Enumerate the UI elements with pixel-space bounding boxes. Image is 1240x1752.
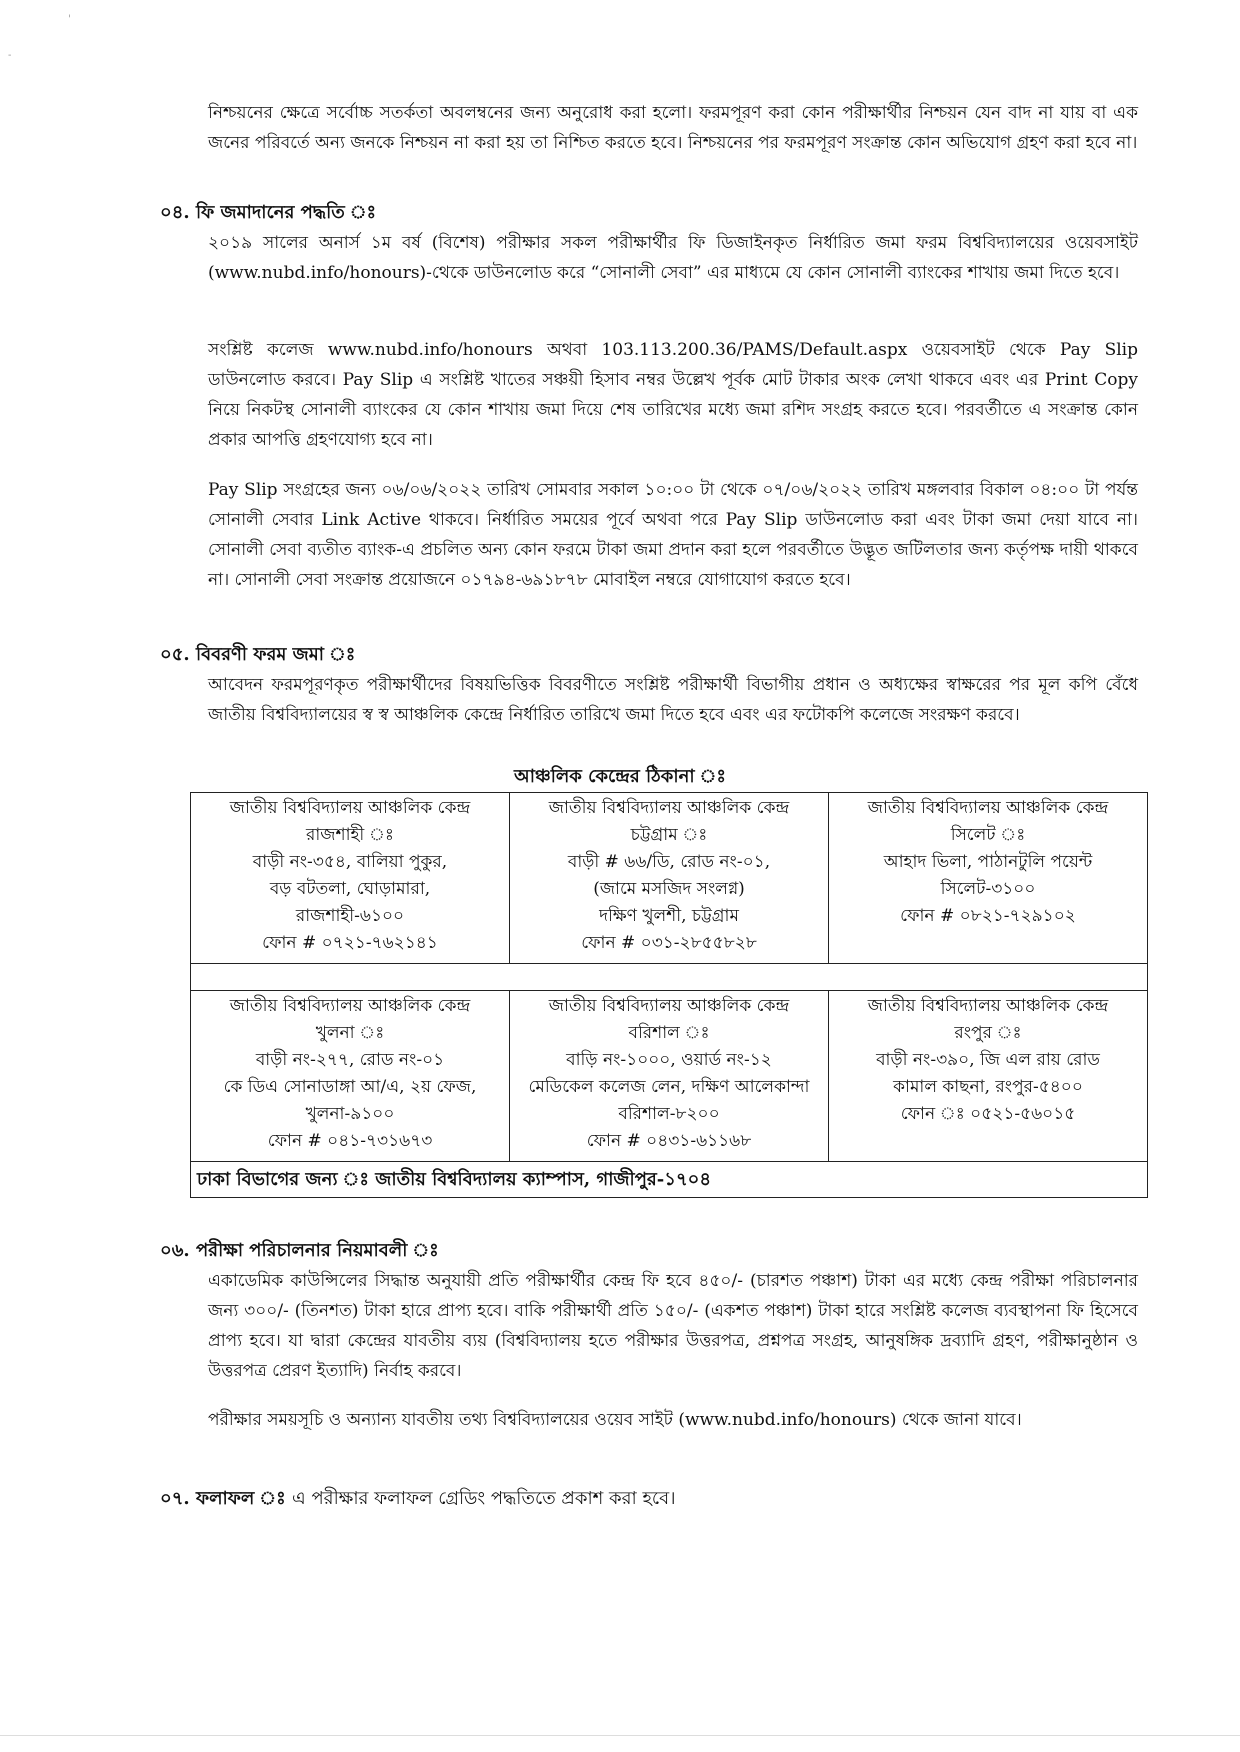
center-rangpur — [829, 991, 1148, 1162]
phone-line: ফোন # ০৭২১-৭৬২১৪১ — [262, 933, 438, 953]
address-line: বরিশাল-৮২০০ — [618, 1104, 720, 1124]
address-line: মেডিকেল কলেজ লেন, দক্ষিণ আলেকান্দা — [528, 1077, 810, 1097]
center-name: জাতীয় বিশ্ববিদ্যালয় আঞ্চলিক কেন্দ্র — [229, 996, 471, 1016]
address-line: (জামে মসজিদ সংলগ্ন) — [593, 879, 745, 899]
section-6-paragraph-1: একাডেমিক কাউন্সিলের সিদ্ধান্ত অনুযায়ী প্রতি পরীক্ষার্থীর কেন্দ্র ফি হবে ৪৫০/- (চারশত পঞ্চাশ) টাকা এর মধ্যে কেন্দ্র পরীক্ষা পরিচালনার জন্য ৩০০/- (তিনশত) টাকা হারে প্রাপ্য হবে। বাকি পরীক্ষার্থী প্রতি ১৫০/- (একশত পঞ্চাশ) টাকা হারে সংশ্লিষ্ট কলেজ ব্যবস্থাপনা ফি হিসেবে প্রাপ্য হবে। যা দ্বারা কেন্দ্রের যাবতীয় ব্যয় (বিশ্ববিদ্যালয় হতে পরীক্ষার উত্তরপত্র, প্রশ্নপত্র সংগ্রহ, আনুষঙ্গিক দ্রব্যাদি গ্রহণ, পরীক্ষানুষ্ঠান ও উত্তরপত্র প্রেরণ ইত্যাদি) নির্বাহ করবে। — [208, 1271, 1138, 1381]
address-line: বাড়ি নং-১০০০, ওয়ার্ড নং-১২ — [566, 1050, 772, 1070]
address-line: কে ডিএ সোনাডাঙ্গা আ/এ, ২য় ফেজ, — [223, 1077, 477, 1097]
table-row — [191, 793, 1148, 964]
section-5-heading — [160, 640, 355, 671]
scan-mark: - — [8, 50, 12, 61]
address-line: দক্ষিণ খুলশী, চট্টগ্রাম — [599, 906, 739, 926]
section-4-heading — [160, 198, 376, 229]
result-text: এ পরীক্ষার ফলাফল গ্রেডিং পদ্ধতিতে প্রকাশ করা হবে। — [292, 1488, 676, 1509]
center-name: জাতীয় বিশ্ববিদ্যালয় আঞ্চলিক কেন্দ্র — [548, 996, 790, 1016]
section-5-paragraph-1: আবেদন ফরমপূরণকৃত পরীক্ষার্থীদের বিষয়ভিত্তিক বিবরণীতে সংশ্লিষ্ট পরীক্ষার্থী বিভাগীয় প্রধান ও অধ্যক্ষের স্বাক্ষরের পর মূল কপি বেঁধে জাতীয় বিশ্ববিদ্যালয়ের স্ব স্ব আঞ্চলিক কেন্দ্রে নির্ধারিত তারিখে জমা দিতে হবে এবং এর ফটোকপি কলেজে সংরক্ষণ করবে। — [208, 675, 1138, 725]
center-name: জাতীয় বিশ্ববিদ্যালয় আঞ্চলিক কেন্দ্র — [867, 798, 1109, 818]
page-edge-rule — [0, 1735, 1240, 1736]
center-city: রংপুর ঃ — [954, 1023, 1022, 1043]
center-city: খুলনা ঃ — [315, 1023, 385, 1043]
section-title: পরীক্ষা পরিচালনার নিয়মাবলী ঃ — [195, 1240, 439, 1261]
phone-line: ফোন ঃ ০৫২১-৫৬০১৫ — [900, 1104, 1076, 1124]
table-row — [191, 1162, 1148, 1198]
address-line: বাড়ী নং-৩৯০, জি এল রায় রোড — [876, 1050, 1100, 1070]
center-city: বরিশাল ঃ — [628, 1023, 710, 1043]
center-city: সিলেট ঃ — [950, 825, 1026, 845]
address-line: বাড়ী নং-৩৫৪, বালিয়া পুকুর, — [252, 852, 448, 872]
address-line: বড় বটতলা, ঘোড়ামারা, — [269, 879, 431, 899]
section-6-paragraph-2: পরীক্ষার সময়সূচি ও অন্যান্য যাবতীয় তথ্য বিশ্ববিদ্যালয়ের ওয়েব সাইট (www.nubd.info/honours) থেকে জানা যাবে। — [208, 1410, 1022, 1430]
address-line: খুলনা-৯১০০ — [305, 1104, 395, 1124]
section-4-paragraph-1: ২০১৯ সালের অনার্স ১ম বর্ষ (বিশেষ) পরীক্ষার সকল পরীক্ষার্থীর ফি ডিজাইনকৃত নির্ধারিত জমা ফরম বিশ্ববিদ্যালয়ের ওয়েবসাইট (www.nubd.info/honours)-থেকে ডাউনলোড করে “সোনালী সেবা” এর মাধ্যমে যে কোন সোনালী ব্যাংকের শাখায় জমা দিতে হবে। — [208, 233, 1138, 283]
address-line: রাজশাহী-৬১০০ — [295, 906, 405, 926]
section-6-heading — [160, 1236, 439, 1267]
phone-line: ফোন # ০৪৩১-৬১১৬৮ — [586, 1131, 752, 1151]
center-city: চট্টগ্রাম ঃ — [630, 825, 708, 845]
section-title: ফি জমাদানের পদ্ধতি ঃ — [195, 202, 377, 223]
section-title: বিবরণী ফরম জমা ঃ — [195, 644, 356, 665]
center-name: জাতীয় বিশ্ববিদ্যালয় আঞ্চলিক কেন্দ্র — [548, 798, 790, 818]
center-city: রাজশাহী ঃ — [306, 825, 394, 845]
spacer-cell — [191, 964, 1148, 991]
section-7-heading — [160, 1484, 676, 1515]
address-line: আহাদ ভিলা, পাঠানটুলি পয়েন্ট — [883, 852, 1093, 872]
section-4-paragraph-3: Pay Slip সংগ্রহের জন্য ০৬/০৬/২০২২ তারিখ সোমবার সকাল ১০:০০ টা থেকে ০৭/০৬/২০২২ তারিখ মঙ্গলবার বিকাল ০৪:০০ টা পর্যন্ত সোনালী সেবার Link Active থাকবে। নির্ধারিত সময়ের পূর্বে অথবা পরে Pay Slip ডাউনলোড করা এবং টাকা জমা দেয়া যাবে না। সোনালী সেবা ব্যতীত ব্যাংক-এ প্রচলিত অন্য কোন ফরমে টাকা জমা প্রদান করা হলে পরবর্তীতে উদ্ভূত জটিলতার জন্য কর্তৃপক্ষ দায়ী থাকবে না। সোনালী সেবা সংক্রান্ত প্রয়োজনে ০১৭৯৪-৬৯১৮৭৮ মোবাইল নম্বরে যোগাযোগ করতে হবে। — [208, 480, 1138, 590]
scan-mark: ' — [68, 14, 71, 25]
section-number: ০৭. — [160, 1488, 190, 1509]
center-rajshahi — [191, 793, 510, 964]
table-spacer-row — [191, 964, 1148, 991]
address-line: বাড়ী নং-২৭৭, রোড নং-০১ — [255, 1050, 445, 1070]
regional-centers-table — [190, 792, 1148, 1198]
address-line: বাড়ী # ৬৬/ডি, রোড নং-০১, — [567, 852, 771, 872]
center-khulna — [191, 991, 510, 1162]
section-title: ফলাফল ঃ — [195, 1488, 286, 1509]
section-number: ০৪. — [160, 202, 190, 223]
center-name: জাতীয় বিশ্ববিদ্যালয় আঞ্চলিক কেন্দ্র — [867, 996, 1109, 1016]
center-chattogram — [510, 793, 829, 964]
section-4-paragraph-2: সংশ্লিষ্ট কলেজ www.nubd.info/honours অথবা 103.113.200.36/PAMS/Default.aspx ওয়েবসাইট থেকে Pay Slip ডাউনলোড করবে। Pay Slip এ সংশ্লিষ্ট খাতের সঞ্চয়ী হিসাব নম্বর উল্লেখ পূর্বক মোট টাকার অংক লেখা থাকবে এবং এর Print Copy নিয়ে নিকটস্থ সোনালী ব্যাংকের যে কোন শাখায় জমা দিয়ে শেষ তারিখের মধ্যে জমা রশিদ সংগ্রহ করতে হবে। পরবর্তীতে এ সংক্রান্ত কোন প্রকার আপত্তি গ্রহণযোগ্য হবে না। — [208, 340, 1138, 450]
center-barishal — [510, 991, 829, 1162]
phone-line: ফোন # ০৮২১-৭২৯১০২ — [900, 906, 1076, 926]
dhaka-center: ঢাকা বিভাগের জন্য ঃ জাতীয় বিশ্ববিদ্যালয় ক্যাম্পাস, গাজীপুর-১৭০৪ — [191, 1162, 1148, 1198]
section-number: ০৬. — [160, 1240, 190, 1261]
address-line: সিলেট-৩১০০ — [940, 879, 1036, 899]
phone-line: ফোন # ০৩১-২৮৫৫৮২৮ — [581, 933, 757, 953]
table-row — [191, 991, 1148, 1162]
center-sylhet — [829, 793, 1148, 964]
address-line: কামাল কাছনা, রংপুর-৫৪০০ — [893, 1077, 1083, 1097]
table-title: আঞ্চলিক কেন্দ্রের ঠিকানা ঃ — [514, 766, 726, 787]
phone-line: ফোন # ০৪১-৭৩১৬৭৩ — [267, 1131, 433, 1151]
section-number: ০৫. — [160, 644, 190, 665]
center-name: জাতীয় বিশ্ববিদ্যালয় আঞ্চলিক কেন্দ্র — [229, 798, 471, 818]
intro-paragraph: নিশ্চয়নের ক্ষেত্রে সর্বোচ্চ সতর্কতা অবলম্বনের জন্য অনুরোধ করা হলো। ফরমপূরণ করা কোন পরীক্ষার্থীর নিশ্চয়ন যেন বাদ না যায় বা এক জনের পরিবর্তে অন্য জনকে নিশ্চয়ন না করা হয় তা নিশ্চিত করতে হবে। নিশ্চয়নের পর ফরমপূরণ সংক্রান্ত কোন অভিযোগ গ্রহণ করা হবে না। — [208, 103, 1138, 153]
